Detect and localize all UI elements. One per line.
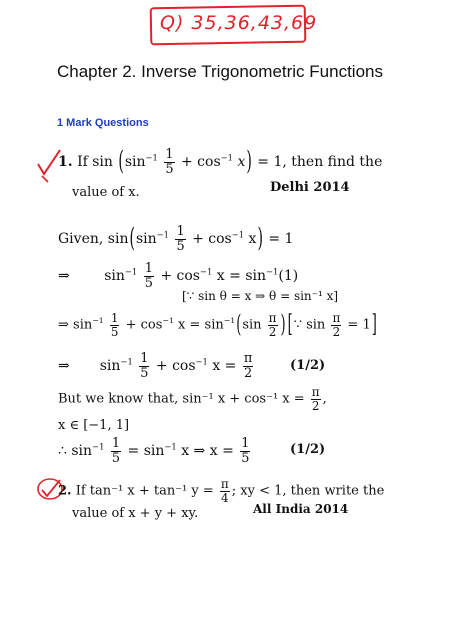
given-equals-one: = 1 <box>268 231 294 248</box>
question-1-text-start: If sin <box>77 154 113 171</box>
header-note: Q) 35,36,43,69 <box>160 12 318 34</box>
therefore-symbol: ∴ <box>58 443 67 460</box>
but-text: But we know that, sin⁻¹ x + cos⁻¹ x = <box>58 391 305 407</box>
question-1-number: 1. <box>58 154 73 171</box>
section-title: 1 Mark Questions <box>57 117 149 129</box>
because-note: [∵ sin θ = x ⇒ θ = sin⁻¹ x] <box>182 289 339 303</box>
implies-symbol: ⇒ <box>58 268 70 285</box>
chapter-title: Chapter 2. Inverse Trigonometric Functions <box>57 62 383 81</box>
implies-line-3: ⇒ $\sin^{-1}$ $\frac{1}{5}$ + $\cos^{-1} x$ = $\frac{\pi}{2}$ <box>58 351 253 381</box>
therefore-line: ∴ $\sin^{-1}$ $\frac{1}{5}$ = $\sin^{-1} x$ ⇒ x = $\frac{1}{5}$ <box>58 436 250 466</box>
implies-line-1: ⇒ $\sin^{-1}$ $\frac{1}{5}$ + $\cos^{-1} x = \sin^{-1}(1)$ <box>58 261 299 291</box>
question-1-line-1: 1. If $\sin (\sin^{-1}$ $\frac{1}{5}$ + $\cos^{-1} x) = 1$, then find the <box>58 146 383 178</box>
question-2-line-2: value of x + y + xy. <box>72 506 199 521</box>
but-line: But we know that, sin⁻¹ x + cos⁻¹ x = $\frac{\pi}{2}$ , <box>58 385 327 413</box>
implies-line-2: ⇒ $\sin^{-1}$ $\frac{1}{5}$ + $\cos^{-1} x = \sin^{-1}(\sin$ $\frac{\pi}{2}$ ) [∵ sin $\frac{\pi}{2}$ = 1] <box>58 310 377 340</box>
question-1-source: Delhi 2014 <box>270 180 350 195</box>
question-2-text-start: If tan⁻¹ x + tan⁻¹ y = <box>75 483 214 499</box>
question-2-text-end: ; xy < 1, then write the <box>231 483 385 499</box>
solution-given: Given, $\sin(\sin^{-1}$ $\frac{1}{5}$ + $\cos^{-1} x) = 1$ <box>58 223 294 255</box>
question-1-line-2: value of x. <box>72 185 140 200</box>
domain-line: x ∈ [−1, 1] <box>58 418 130 433</box>
question-1-text-end: = 1, then find the <box>257 154 383 171</box>
half-mark-2: (1/2) <box>290 442 326 457</box>
question-2-number: 2. <box>58 483 72 499</box>
question-2-line-1: 2. If tan⁻¹ x + tan⁻¹ y = $\frac{\pi}{4}$ ; xy < 1, then write the <box>58 477 385 505</box>
question-2-source: All India 2014 <box>253 502 349 516</box>
half-mark-1: (1/2) <box>290 358 326 373</box>
given-label: Given, <box>58 231 104 248</box>
